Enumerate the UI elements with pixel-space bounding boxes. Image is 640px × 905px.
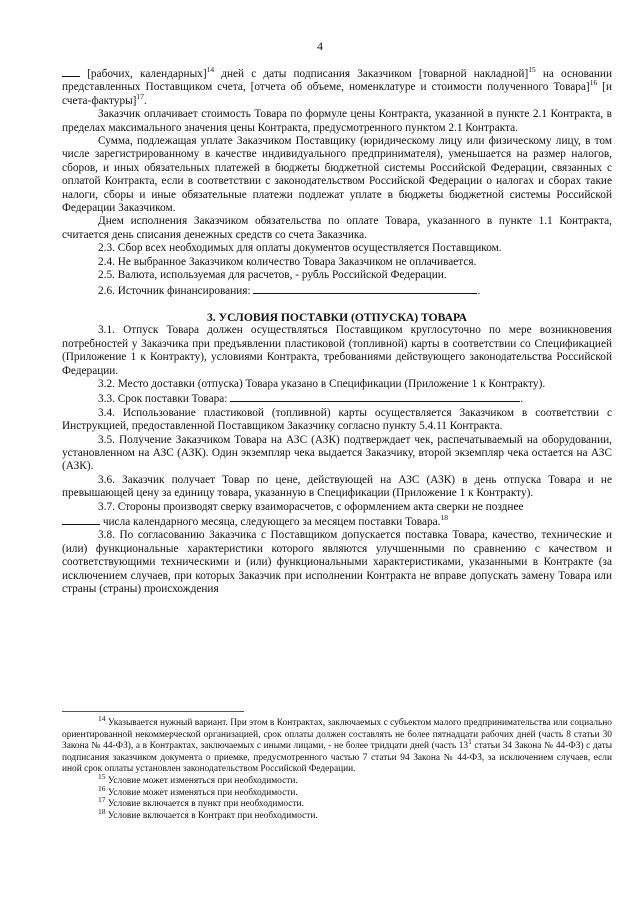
blank-line <box>62 66 80 77</box>
clause-3-5: 3.5. Получение Заказчиком Товара на АЗС (АЗК) подтверждает чек, распечатываемый на оборудовании, установленном на АЗС (АЗК). Один экземпляр чека выдается Заказчику, второй экземпляр чека остается на АЗС (АЗК). <box>62 433 612 473</box>
footnote-separator <box>62 711 244 712</box>
clause-2-6: 2.6. Источник финансирования: . <box>98 284 481 297</box>
clause-3-3: 3.3. Срок поставки Товара: . <box>98 393 524 406</box>
paragraph-payment-term: [рабочих, календарных]$^{14}$ дней с даты подписания Заказчиком [товарной накладной]$^{15}$ на основании представленных Поставщиком счета, [отчета об объеме, номенклатуре и стоимости полученного Товара]$^{16}$ [и счета-фактуры]$^{17}$. <box>62 65 613 107</box>
clause-2-4: 2.4. Не выбранное Заказчиком количество Товара Заказчиком не оплачивается. <box>98 255 477 268</box>
footnote-16: $^{16}$ Условие может изменяться при необходимости. <box>98 783 298 798</box>
clause-2-3: 2.3. Сбор всех необходимых для оплаты документов осуществляется Поставщиком. <box>98 242 502 255</box>
document-body <box>62 66 612 596</box>
footnote-18: $^{18}$ Условие включается в Контракт при необходимости. <box>98 806 318 821</box>
blank-line <box>230 391 520 402</box>
footnote-15: $^{15}$ Условие может изменяться при необходимости. <box>98 771 298 786</box>
footnote-ref: 14 <box>206 65 215 75</box>
footnote-ref: 18 <box>440 513 448 523</box>
paragraph-price-formula: Заказчик оплачивает стоимость Товара по формуле цены Контракта, указанной в пункте 2.1 Контракта, в пределах максимального значения цены Контракта, предусмотренного пунктом 2.1 Контракта. <box>62 108 612 134</box>
footnote-ref: 15 <box>528 65 536 75</box>
footnote-ref: 17 <box>136 92 144 102</box>
footnote-14: $^{14}$ Указывается нужный вариант. При этом в Контрактах, заключаемых с субъектом малого предпринимательства или социально ориентированной некоммерческой организацией, срок оплаты должен составлять не более пятнадцати рабочих дней (часть 8 статьи 30 Закона № 44-ФЗ), а в Контрактах, заключаемых с иными лицами, - не более тридцати дней (часть $13^1$ статьи 34 Закона № 44-ФЗ) с даты подписания заказчиком документа о приемке, предусмотренного частью 7 статьи 94 Закона № 44-ФЗ, за исключением случаев, если иной срок оплаты установлен законодательством Российской Федерации. <box>62 713 612 775</box>
page-number: 4 <box>317 39 323 53</box>
clause-2-5: 2.5. Валюта, используемая для расчетов, - рубль Российской Федерации. <box>98 269 447 282</box>
footnote-ref: 16 <box>589 78 598 88</box>
clause-3-1: 3.1. Отпуск Товара должен осуществляться Поставщиком круглосуточно по мере возникновения потребностей у Заказчика при предъявлении пластиковой (топливной) карты в соответствии со Спецификацией (Приложение 1 к Контракту), условиями Контракта, требованиями действующего законодательства Российской Федерации. <box>62 324 612 377</box>
clause-3-8: 3.8. По согласованию Заказчика с Поставщиком допускается поставка Товара, качество, технические и (или) функциональные характеристики которого являются улучшенными по сравнению с качеством и соответствующими техническими и (или) функциональными характеристиками, указанными в Контракте (за исключением случаев, при которых Заказчик при исполнении Контракта не вправе допускать замену Товара или страны (страны) происхождения <box>62 529 612 596</box>
paragraph-tax-reduction: Сумма, подлежащая уплате Заказчиком Поставщику (юридическому лицу или физическому лицу, в том числе зарегистрированному в качестве индивидуального предпринимателя), уменьшается на размер налогов, сборов, и иных обязательных платежей в бюджеты бюджетной системы Российской Федерации, связанных с оплатой Контракта, если в соответствии с законодательством Российской Федерации о налогах и сборах такие налоги, сборы и иные обязательные платежи подлежат уплате в бюджеты бюджетной системы Российской Федерации Заказчиком. <box>62 135 612 215</box>
clause-3-4: 3.4. Использование пластиковой (топливной) карты осуществляется Заказчиком в соответствии с Инструкцией, предоставленной Поставщиком Заказчику согласно пункту 5.4.11 Контракта. <box>62 406 612 433</box>
blank-line <box>253 283 477 294</box>
paragraph-payment-date: Днем исполнения Заказчиком обязательства по оплате Товара, указанного в пункте 1.1 Контракта, считается день списания денежных средств со счета Заказчика. <box>62 215 612 241</box>
blank-line <box>62 514 100 525</box>
clause-3-6: 3.6. Заказчик получает Товар по цене, действующей на АЗС (АЗК) в день отпуска Товара и не превышающей цену за единицу товара, указанную в Спецификации (Приложение 1 к Контракту). <box>62 473 612 500</box>
footnote-17: $^{17}$ Условие включается в пункт при необходимости. <box>98 795 304 810</box>
footnotes <box>62 713 612 822</box>
section-heading-3: 3. УСЛОВИЯ ПОСТАВКИ (ОТПУСКА) ТОВАРА <box>207 310 467 324</box>
clause-3-2: 3.2. Место доставки (отпуска) Товара указано в Спецификации (Приложение 1 к Контракту). <box>98 377 546 390</box>
clause-3-7-continued: числа календарного месяца, следующего за месяцем поставки Товара.$^{18}$ <box>62 514 612 529</box>
clause-3-7: 3.7. Стороны производят сверку взаиморасчетов, с оформлением акта сверки не позднее <box>98 500 524 513</box>
